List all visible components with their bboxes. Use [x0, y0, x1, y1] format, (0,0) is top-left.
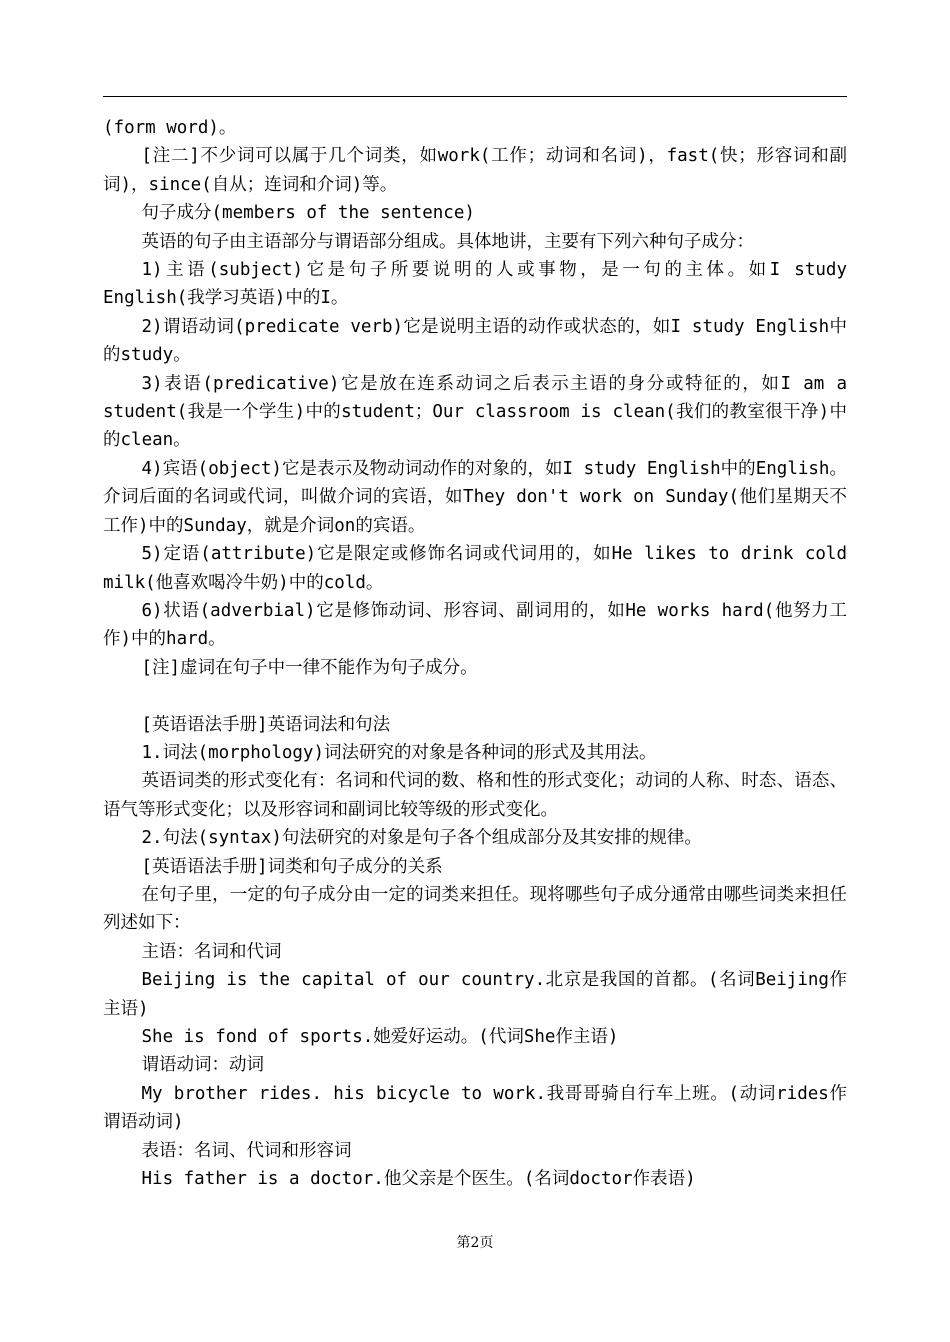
subheading-predicate-verb: 谓语动词：动词 [141, 1055, 264, 1076]
example-she: She is fond of sports.她爱好运动。(代词She作主语) [141, 1026, 619, 1047]
example-father: His father is a doctor.他父亲是个医生。(名词doctor作表语) [141, 1169, 696, 1190]
subheading-predicative: 表语：名词、代词和形容词 [141, 1140, 352, 1161]
paragraph-predicative: 3)表语(predicative)它是放在连系动词之后表示主语的身分或特征的，如I am a student(我是一个学生)中的student；Our classroom is clean(我们的教室很干净)中的clean。 [103, 373, 847, 451]
paragraph-morphology: 1.词法(morphology)词法研究的对象是各种词的形式及其用法。 [141, 742, 657, 763]
section-heading-word-class-relation: [英语语法手册]词类和句子成分的关系 [141, 856, 443, 877]
section-heading-sentence-members: 句子成分(members of the sentence) [141, 203, 475, 224]
paragraph-predicate-verb: 2)谓语动词(predicate verb)它是说明主语的动作或状态的，如I study English中的study。 [103, 316, 847, 366]
paragraph-attribute: 5)定语(attribute)它是限定或修饰名词或代词用的，如He likes to drink cold milk(他喜欢喝冷牛奶)中的cold。 [103, 544, 847, 593]
paragraph-inflection: 英语词类的形式变化有：名词和代词的数、格和性的形式变化；动词的人称、时态、语态、语气等形式变化；以及形容词和副词比较等级的形式变化。 [103, 771, 847, 820]
body-text [103, 114, 847, 1193]
section-heading-morphology-syntax: [英语语法手册]英语词法和句法 [141, 714, 391, 735]
blank-line [103, 682, 847, 710]
example-beijing: Beijing is the capital of our country.北京是我国的首都。(名词Beijing作主语) [103, 970, 847, 1019]
header-rule [103, 96, 847, 97]
subheading-subject: 主语：名词和代词 [141, 941, 282, 962]
paragraph-sentence-structure: 英语的句子由主语部分与谓语部分组成。具体地讲，主要有下列六种句子成分： [141, 231, 754, 252]
paragraph-note-two: [注二]不少词可以属于几个词类，如work(工作；动词和名词)，fast(快；形容词和副词)，since(自从；连词和介词)等。 [103, 146, 847, 195]
page-number: 第2页 [456, 1235, 494, 1251]
example-brother: My brother rides. his bicycle to work.我哥哥骑自行车上班。(动词rides作谓语动词) [103, 1083, 847, 1133]
paragraph-continuation: (form word)。 [103, 118, 237, 138]
paragraph-adverbial: 6)状语(adverbial)它是修饰动词、形容词、副词用的，如He works hard(他努力工作)中的hard。 [103, 600, 847, 650]
paragraph-object: 4)宾语(object)它是表示及物动词动作的对象的，如I study English中的English。介词后面的名词或代词，叫做介词的宾语，如They don't work on Sunday(他们星期天不工作)中的Sunday，就是介词on的宾语。 [103, 458, 847, 536]
paragraph-relation-intro: 在句子里，一定的句子成分由一定的词类来担任。现将哪些句子成分通常由哪些词类来担任列述如下： [103, 884, 847, 934]
paragraph-note: [注]虚词在句子中一律不能作为句子成分。 [141, 657, 478, 678]
paragraph-syntax: 2.句法(syntax)句法研究的对象是句子各个组成部分及其安排的规律。 [141, 828, 702, 849]
paragraph-subject: 1)主语(subject)它是句子所要说明的人或事物，是一句的主体。如I study English(我学习英语)中的I。 [103, 260, 847, 309]
